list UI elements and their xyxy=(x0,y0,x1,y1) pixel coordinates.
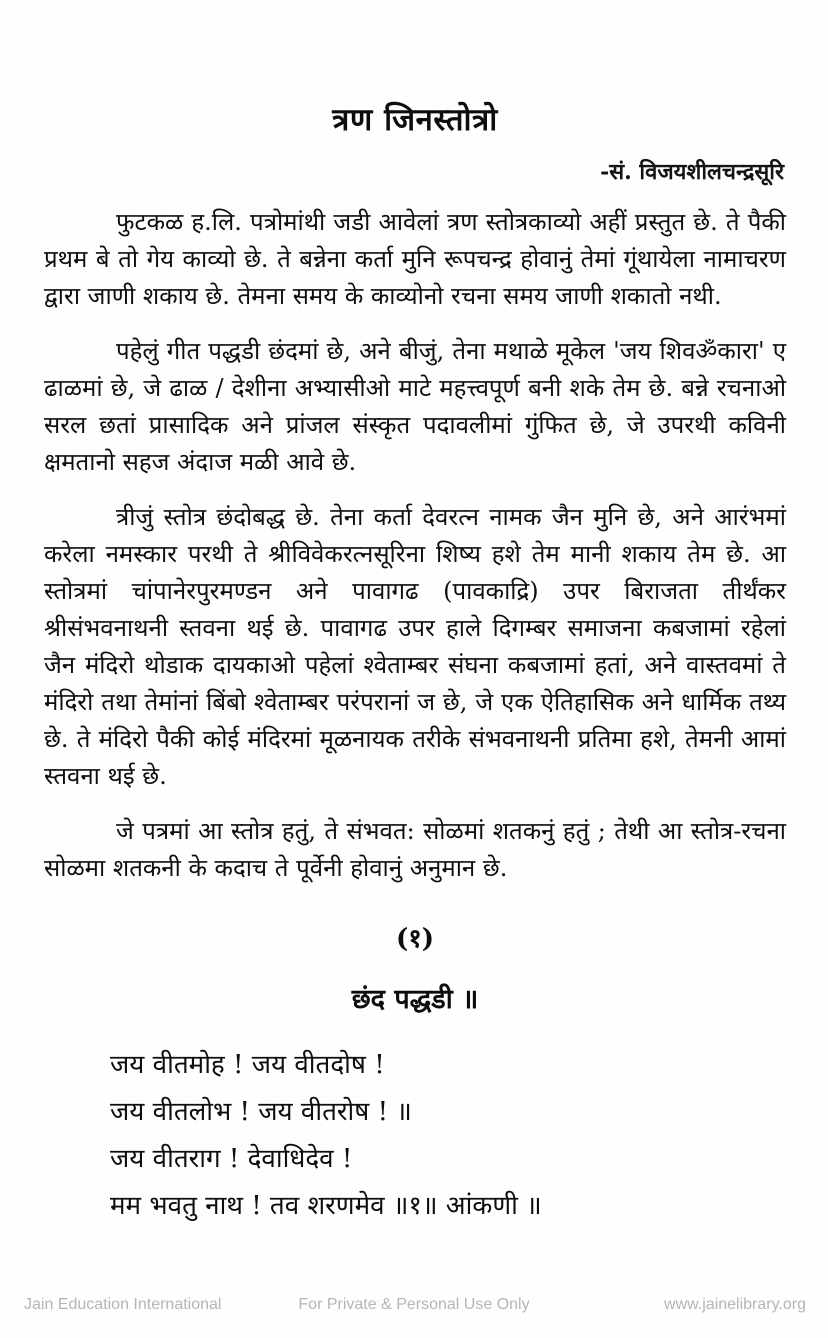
body-paragraph-1: फुटकळ ह.लि. पत्रोमांथी जडी आवेलां त्रण स्तोत्रकाव्यो अहीं प्रस्तुत छे. ते पैकी प्रथम बे तो गेय काव्यो छे. ते बन्नेना कर्ता मुनि रूपचन्द्र होवानुं तेमां गूंथायेला नामाचरण द्वारा जाणी शकाय छे. तेमना समय के काव्योनो रचना समय जाणी शकातो नथी. xyxy=(44,208,786,310)
page-title: त्रण जिनस्तोत्रो xyxy=(332,102,498,138)
body-paragraph-2: पहेलुं गीत पद्धडी छंदमां छे, अने बीजुं, तेना मथाळे मूकेल 'जय शिवॐकारा' ए ढाळमां छे, जे ढाळ / देशीना अभ्यासीओ माटे महत्त्वपूर्ण बनी शके तेम छे. बन्ने रचनाओ सरल छतां प्रासादिक अने प्रांजल संस्कृत पदावलीमां गुंफित छे, जे उपरथी कविनी क्षमतानो सहज अंदाज मळी आवे छे. xyxy=(44,337,786,476)
section-number: (१) xyxy=(395,924,435,954)
verse-line-4: मम भवतु नाथ ! तव शरणमेव ॥१॥ आंकणी ॥ xyxy=(110,1191,542,1221)
body-paragraph-3: त्रीजुं स्तोत्र छंदोबद्ध छे. तेना कर्ता देवरत्न नामक जैन मुनि छे, अने आरंभमां करेला नमस्कार परथी ते श्रीविवेकरत्नसूरिना शिष्य हशे तेम मानी शकाय तेम छे. आ स्तोत्रमां चांपानेरपुरमण्डन अने पावागढ (पावकाद्रि) उपर बिराजता तीर्थंकर श्रीसंभवनाथनी स्तवना थई छे. पावागढ उपर हाले दिगम्बर समाजना कबजामां रहेलां जैन मंदिरो थोडाक दायकाओ पहेलां श्वेताम्बर संघना कबजामां हतां, अने वास्तवमां ते मंदिरो तथा तेमांनां बिंबो श्वेताम्बर परंपरानां ज छे, जे एक ऐतिहासिक अने धार्मिक तथ्य छे. ते मंदिरो पैकी कोई मंदिरमां मूळनायक तरीके संभवनाथनी प्रतिमा हशे, तेमनी आमां स्तवना थई छे. xyxy=(44,503,786,790)
body-text xyxy=(44,204,786,887)
footer-usage-note: For Private & Personal Use Only xyxy=(298,1296,530,1313)
section-heading: छंद पद्धडी ॥ xyxy=(351,984,479,1015)
body-paragraph-4: जे पत्रमां आ स्तोत्र हतुं, ते संभवत: सोळमां शतकनुं हतुं ; तेथी आ स्तोत्र-रचना सोळमा शतकनी के कदाच ते पूर्वेनी होवानुं अनुमान छे. xyxy=(44,817,786,882)
footer-publisher: Jain Education International xyxy=(24,1296,222,1313)
verse-line-3: जय वीतराग ! देवाधिदेव ! xyxy=(110,1144,353,1174)
author-byline: -सं. विजयशीलचन्द्रसूरि xyxy=(600,159,784,185)
verse-block xyxy=(44,1042,786,1230)
verse-line-1: जय वीतमोह ! जय वीतदोष ! xyxy=(110,1050,385,1080)
page-footer xyxy=(0,1296,828,1318)
footer-website: www.jainelibrary.org xyxy=(664,1296,806,1313)
verse-line-2: जय वीतलोभ ! जय वीतरोष ! ॥ xyxy=(110,1097,412,1127)
